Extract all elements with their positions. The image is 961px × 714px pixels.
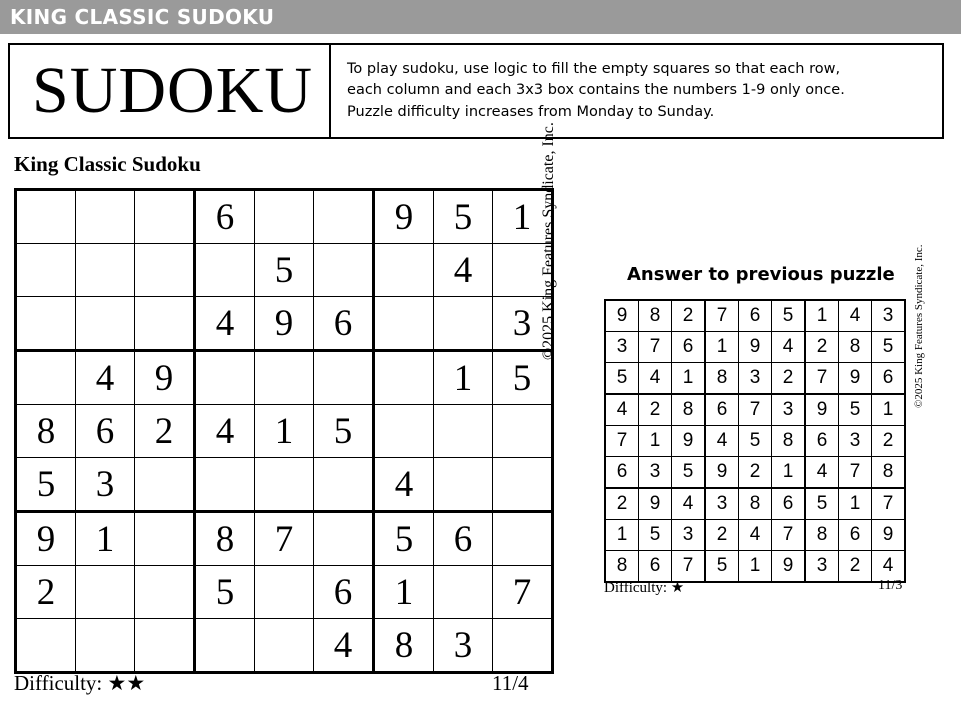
puzzle-cell-r3-c5[interactable]: 9 <box>255 297 314 351</box>
answer-cell-r2-c1: 3 <box>605 332 639 363</box>
puzzle-cell-r7-c5[interactable]: 7 <box>255 512 314 566</box>
answer-cell-r5-c8: 3 <box>839 426 872 457</box>
answer-cell-r1-c9: 3 <box>872 300 906 332</box>
answer-cell-r7-c8: 1 <box>839 488 872 520</box>
grid-row <box>16 566 553 619</box>
puzzle-cell-r1-c4[interactable]: 6 <box>195 190 255 244</box>
puzzle-cell-r4-c3[interactable]: 9 <box>135 351 195 405</box>
answer-cell-r9-c2: 6 <box>639 551 672 583</box>
answer-cell-r2-c6: 4 <box>772 332 806 363</box>
answer-cell-r8-c5: 4 <box>739 520 772 551</box>
grid-row <box>605 363 905 395</box>
puzzle-cell-r8-c9[interactable]: 7 <box>493 566 553 619</box>
grid-row <box>16 458 553 512</box>
grid-row <box>16 190 553 244</box>
puzzle-cell-r3-c6[interactable]: 6 <box>314 297 374 351</box>
answer-cell-r8-c9: 9 <box>872 520 906 551</box>
grid-row <box>605 300 905 332</box>
answer-cell-r4-c3: 8 <box>672 394 706 426</box>
answer-cell-r4-c8: 5 <box>839 394 872 426</box>
answer-copyright-text: ©2025 King Features Syndicate, Inc. <box>913 244 925 408</box>
sudoku-logo: SUDOKU <box>32 54 314 127</box>
puzzle-cell-r1-c8[interactable]: 5 <box>434 190 493 244</box>
puzzle-cell-r4-c6[interactable] <box>314 351 374 405</box>
puzzle-cell-r3-c8[interactable] <box>434 297 493 351</box>
puzzle-cell-r9-c1[interactable] <box>16 619 76 673</box>
puzzle-cell-r6-c5[interactable] <box>255 458 314 512</box>
answer-cell-r2-c4: 1 <box>705 332 739 363</box>
answer-cell-r6-c4: 9 <box>705 457 739 489</box>
puzzle-cell-r6-c9[interactable] <box>493 458 553 512</box>
answer-cell-r5-c9: 2 <box>872 426 906 457</box>
puzzle-cell-r1-c9[interactable]: 1 <box>493 190 553 244</box>
puzzle-cell-r4-c5[interactable] <box>255 351 314 405</box>
main-puzzle-grid-container <box>14 188 554 674</box>
answer-cell-r1-c1: 9 <box>605 300 639 332</box>
puzzle-cell-r5-c6[interactable]: 5 <box>314 405 374 458</box>
puzzle-cell-r9-c5[interactable] <box>255 619 314 673</box>
main-puzzle-grid[interactable] <box>14 188 554 674</box>
answer-cell-r8-c6: 7 <box>772 520 806 551</box>
puzzle-cell-r2-c5[interactable]: 5 <box>255 244 314 297</box>
answer-cell-r4-c5: 7 <box>739 394 772 426</box>
answer-cell-r9-c1: 8 <box>605 551 639 583</box>
puzzle-cell-r8-c2[interactable] <box>76 566 135 619</box>
main-difficulty <box>14 671 145 696</box>
answer-cell-r2-c9: 5 <box>872 332 906 363</box>
answer-cell-r3-c7: 7 <box>805 363 839 395</box>
answer-cell-r1-c5: 6 <box>739 300 772 332</box>
puzzle-cell-r3-c9[interactable]: 3 <box>493 297 553 351</box>
answer-cell-r9-c5: 1 <box>739 551 772 583</box>
puzzle-cell-r6-c3[interactable] <box>135 458 195 512</box>
answer-cell-r5-c2: 1 <box>639 426 672 457</box>
answer-cell-r4-c9: 1 <box>872 394 906 426</box>
grid-row <box>605 520 905 551</box>
puzzle-cell-r1-c3[interactable] <box>135 190 195 244</box>
answer-cell-r9-c4: 5 <box>705 551 739 583</box>
puzzle-cell-r4-c4[interactable] <box>195 351 255 405</box>
answer-cell-r8-c3: 3 <box>672 520 706 551</box>
puzzle-cell-r9-c9[interactable] <box>493 619 553 673</box>
answer-cell-r1-c8: 4 <box>839 300 872 332</box>
answer-cell-r2-c3: 6 <box>672 332 706 363</box>
puzzle-cell-r1-c7[interactable]: 9 <box>374 190 434 244</box>
answer-cell-r4-c6: 3 <box>772 394 806 426</box>
answer-cell-r7-c9: 7 <box>872 488 906 520</box>
puzzle-cell-r3-c4[interactable]: 4 <box>195 297 255 351</box>
puzzle-cell-r2-c2[interactable] <box>76 244 135 297</box>
answer-cell-r9-c6: 9 <box>772 551 806 583</box>
grid-row <box>16 512 553 566</box>
answer-cell-r6-c1: 6 <box>605 457 639 489</box>
puzzle-cell-r2-c8[interactable]: 4 <box>434 244 493 297</box>
puzzle-cell-r9-c2[interactable] <box>76 619 135 673</box>
answer-cell-r2-c5: 9 <box>739 332 772 363</box>
puzzle-cell-r1-c1[interactable] <box>16 190 76 244</box>
puzzle-cell-r5-c3[interactable]: 2 <box>135 405 195 458</box>
answer-cell-r6-c5: 2 <box>739 457 772 489</box>
puzzle-cell-r4-c7[interactable] <box>374 351 434 405</box>
answer-cell-r6-c3: 5 <box>672 457 706 489</box>
puzzle-cell-r7-c6[interactable] <box>314 512 374 566</box>
puzzle-cell-r5-c9[interactable] <box>493 405 553 458</box>
answer-cell-r3-c6: 2 <box>772 363 806 395</box>
puzzle-cell-r5-c8[interactable] <box>434 405 493 458</box>
puzzle-cell-r4-c1[interactable] <box>16 351 76 405</box>
puzzle-cell-r1-c2[interactable] <box>76 190 135 244</box>
answer-cell-r4-c2: 2 <box>639 394 672 426</box>
answer-cell-r7-c3: 4 <box>672 488 706 520</box>
answer-difficulty-stars: ★ <box>670 580 685 596</box>
answer-cell-r5-c7: 6 <box>805 426 839 457</box>
answer-grid <box>604 299 906 583</box>
puzzle-cell-r1-c6[interactable] <box>314 190 374 244</box>
puzzle-cell-r1-c5[interactable] <box>255 190 314 244</box>
puzzle-cell-r6-c2[interactable]: 3 <box>76 458 135 512</box>
puzzle-cell-r7-c1[interactable]: 9 <box>16 512 76 566</box>
puzzle-cell-r9-c7[interactable]: 8 <box>374 619 434 673</box>
puzzle-cell-r2-c7[interactable] <box>374 244 434 297</box>
answer-cell-r5-c4: 4 <box>705 426 739 457</box>
answer-cell-r8-c4: 2 <box>705 520 739 551</box>
puzzle-cell-r7-c8[interactable]: 6 <box>434 512 493 566</box>
puzzle-cell-r9-c8[interactable]: 3 <box>434 619 493 673</box>
answer-cell-r1-c6: 5 <box>772 300 806 332</box>
answer-grid-container <box>604 299 906 583</box>
answer-cell-r6-c8: 7 <box>839 457 872 489</box>
puzzle-cell-r3-c2[interactable] <box>76 297 135 351</box>
answer-cell-r9-c3: 7 <box>672 551 706 583</box>
app-title: KING CLASSIC SUDOKU <box>10 5 275 29</box>
answer-cell-r7-c2: 9 <box>639 488 672 520</box>
puzzle-cell-r4-c9[interactable]: 5 <box>493 351 553 405</box>
answer-cell-r4-c1: 4 <box>605 394 639 426</box>
puzzle-cell-r6-c4[interactable] <box>195 458 255 512</box>
grid-row <box>605 457 905 489</box>
puzzle-cell-r8-c3[interactable] <box>135 566 195 619</box>
answer-cell-r2-c7: 2 <box>805 332 839 363</box>
answer-cell-r6-c7: 4 <box>805 457 839 489</box>
puzzle-cell-r7-c7[interactable]: 5 <box>374 512 434 566</box>
answer-cell-r2-c8: 8 <box>839 332 872 363</box>
puzzle-cell-r7-c9[interactable] <box>493 512 553 566</box>
masthead-panel <box>8 43 944 139</box>
answer-cell-r5-c6: 8 <box>772 426 806 457</box>
answer-cell-r7-c6: 6 <box>772 488 806 520</box>
puzzle-cell-r5-c1[interactable]: 8 <box>16 405 76 458</box>
puzzle-cell-r5-c5[interactable]: 1 <box>255 405 314 458</box>
puzzle-cell-r6-c7[interactable]: 4 <box>374 458 434 512</box>
answer-cell-r3-c4: 8 <box>705 363 739 395</box>
puzzle-cell-r6-c1[interactable]: 5 <box>16 458 76 512</box>
puzzle-cell-r3-c3[interactable] <box>135 297 195 351</box>
puzzle-cell-r7-c3[interactable] <box>135 512 195 566</box>
puzzle-cell-r7-c2[interactable]: 1 <box>76 512 135 566</box>
answer-cell-r3-c8: 9 <box>839 363 872 395</box>
answer-cell-r7-c1: 2 <box>605 488 639 520</box>
grid-row <box>16 297 553 351</box>
puzzle-cell-r6-c6[interactable] <box>314 458 374 512</box>
answer-cell-r1-c7: 1 <box>805 300 839 332</box>
answer-cell-r7-c4: 3 <box>705 488 739 520</box>
answer-cell-r7-c5: 8 <box>739 488 772 520</box>
answer-cell-r8-c1: 1 <box>605 520 639 551</box>
grid-row <box>605 426 905 457</box>
puzzle-cell-r8-c1[interactable]: 2 <box>16 566 76 619</box>
puzzle-cell-r5-c4[interactable]: 4 <box>195 405 255 458</box>
answer-cell-r2-c2: 7 <box>639 332 672 363</box>
answer-heading: Answer to previous puzzle <box>627 264 895 285</box>
puzzle-cell-r2-c3[interactable] <box>135 244 195 297</box>
puzzle-cell-r6-c8[interactable] <box>434 458 493 512</box>
puzzle-cell-r5-c2[interactable]: 6 <box>76 405 135 458</box>
answer-cell-r3-c1: 5 <box>605 363 639 395</box>
puzzle-cell-r8-c4[interactable]: 5 <box>195 566 255 619</box>
puzzle-cell-r2-c4[interactable] <box>195 244 255 297</box>
grid-row <box>16 244 553 297</box>
puzzle-cell-r8-c8[interactable] <box>434 566 493 619</box>
grid-row <box>16 351 553 405</box>
answer-puzzle-date: 11/3 <box>878 578 903 593</box>
grid-row <box>16 619 553 673</box>
instructions-text: To play sudoku, use logic to fill the empty squares so that each row, each column and each 3x3 box contains the numbers 1-9 only once. Puzzle difficulty increases from Monday to Sunday. <box>347 61 845 120</box>
puzzle-cell-r4-c2[interactable]: 4 <box>76 351 135 405</box>
answer-cell-r5-c5: 5 <box>739 426 772 457</box>
puzzle-cell-r7-c4[interactable]: 8 <box>195 512 255 566</box>
answer-cell-r5-c1: 7 <box>605 426 639 457</box>
puzzle-cell-r9-c4[interactable] <box>195 619 255 673</box>
puzzle-cell-r9-c6[interactable]: 4 <box>314 619 374 673</box>
grid-row <box>605 332 905 363</box>
grid-row <box>16 405 553 458</box>
answer-cell-r1-c4: 7 <box>705 300 739 332</box>
answer-difficulty-label: Difficulty: <box>604 580 668 596</box>
answer-cell-r8-c8: 6 <box>839 520 872 551</box>
answer-cell-r3-c2: 4 <box>639 363 672 395</box>
answer-cell-r6-c6: 1 <box>772 457 806 489</box>
answer-cell-r5-c3: 9 <box>672 426 706 457</box>
answer-cell-r6-c2: 3 <box>639 457 672 489</box>
main-puzzle-date: 11/4 <box>492 671 529 695</box>
puzzle-cell-r2-c6[interactable] <box>314 244 374 297</box>
answer-cell-r3-c5: 3 <box>739 363 772 395</box>
main-copyright-text: ©2025 King Features Syndicate, Inc. <box>540 122 557 360</box>
answer-cell-r1-c2: 8 <box>639 300 672 332</box>
grid-row <box>605 488 905 520</box>
puzzle-cell-r8-c5[interactable] <box>255 566 314 619</box>
answer-cell-r8-c7: 8 <box>805 520 839 551</box>
answer-cell-r3-c9: 6 <box>872 363 906 395</box>
grid-row <box>605 394 905 426</box>
puzzle-cell-r3-c1[interactable] <box>16 297 76 351</box>
main-difficulty-stars: ★★ <box>107 671 146 695</box>
app-header-bar <box>0 0 961 34</box>
puzzle-cell-r4-c8[interactable]: 1 <box>434 351 493 405</box>
answer-cell-r9-c8: 2 <box>839 551 872 583</box>
puzzle-cell-r5-c7[interactable] <box>374 405 434 458</box>
answer-cell-r1-c3: 2 <box>672 300 706 332</box>
puzzle-cell-r9-c3[interactable] <box>135 619 195 673</box>
answer-cell-r8-c2: 5 <box>639 520 672 551</box>
puzzle-title: King Classic Sudoku <box>14 152 201 176</box>
answer-cell-r4-c4: 6 <box>705 394 739 426</box>
puzzle-cell-r8-c6[interactable]: 6 <box>314 566 374 619</box>
puzzle-cell-r2-c1[interactable] <box>16 244 76 297</box>
answer-difficulty <box>604 578 684 597</box>
answer-cell-r3-c3: 1 <box>672 363 706 395</box>
answer-cell-r9-c9: 4 <box>872 551 906 583</box>
main-difficulty-label: Difficulty: <box>14 671 103 695</box>
answer-cell-r7-c7: 5 <box>805 488 839 520</box>
puzzle-cell-r3-c7[interactable] <box>374 297 434 351</box>
answer-cell-r4-c7: 9 <box>805 394 839 426</box>
answer-cell-r9-c7: 3 <box>805 551 839 583</box>
answer-cell-r6-c9: 8 <box>872 457 906 489</box>
puzzle-cell-r8-c7[interactable]: 1 <box>374 566 434 619</box>
